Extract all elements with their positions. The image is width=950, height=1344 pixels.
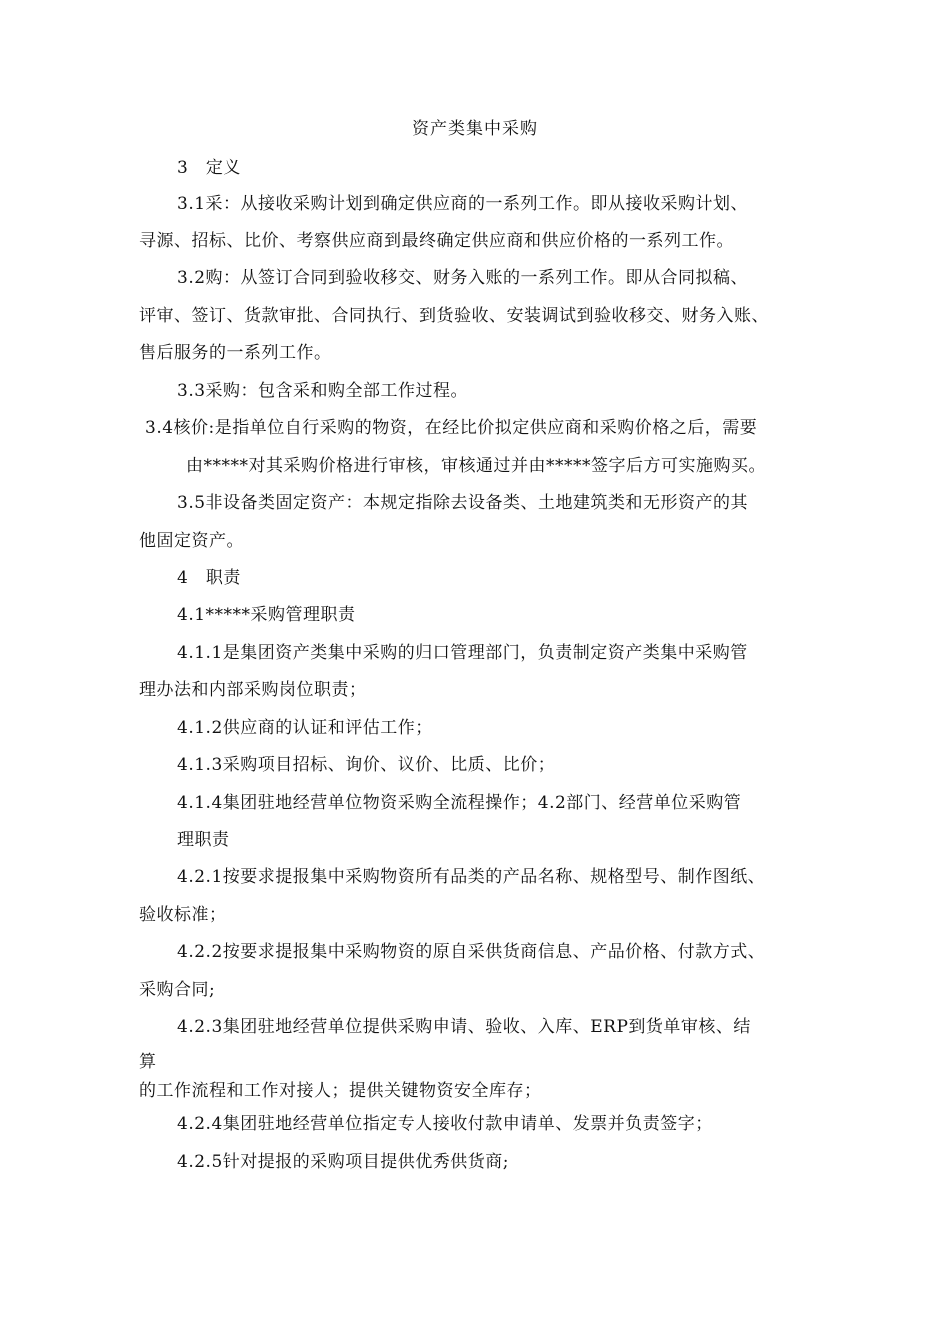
paragraph-line: 理职责 xyxy=(177,830,230,850)
paragraph-line: 4.2.4集团驻地经营单位指定专人接收付款申请单、发票并负责签字； xyxy=(177,1114,713,1134)
paragraph-line: 3.5非设备类固定资产：本规定指除去设备类、土地建筑类和无形资产的其 xyxy=(177,493,749,513)
paragraph-line: 4.2.2按要求提报集中采购物资的原自采供货商信息、产品价格、付款方式、 xyxy=(177,942,766,962)
paragraph-line: 4.1.1是集团资产类集中采购的归口管理部门，负责制定资产类集中采购管 xyxy=(177,643,748,663)
paragraph-line: 3.2购：从签订合同到验收移交、财务入账的一系列工作。即从合同拟稿、 xyxy=(177,268,749,288)
paragraph-line: 他固定资产。 xyxy=(139,531,244,551)
paragraph-line: 由*****对其采购价格进行审核，审核通过并由*****签字后方可实施购买。 xyxy=(186,456,766,476)
paragraph-line: 4.1.4集团驻地经营单位物资采购全流程操作；4.2部门、经营单位采购管 xyxy=(177,793,742,813)
paragraph-line: 3.4核价:是指单位自行采购的物资，在经比价拟定供应商和采购价格之后，需要 xyxy=(145,418,758,438)
paragraph-line: 采购合同; xyxy=(139,980,216,1000)
paragraph-line: 寻源、招标、比价、考察供应商到最终确定供应商和供应价格的一系列工作。 xyxy=(139,231,734,251)
paragraph-line: 的工作流程和工作对接人；提供关键物资安全库存； xyxy=(139,1081,542,1101)
paragraph-line: 验收标准； xyxy=(139,905,227,925)
paragraph-line: 理办法和内部采购岗位职责； xyxy=(139,680,367,700)
paragraph-line: 3.3采购：包含采和购全部工作过程。 xyxy=(177,381,469,401)
paragraph-line: 评审、签订、货款审批、合同执行、到货验收、安装调试到验收移交、财务入账、 xyxy=(139,306,769,326)
document-title: 资产类集中采购 xyxy=(412,119,538,139)
paragraph-line: 售后服务的一系列工作。 xyxy=(139,343,332,363)
section-heading-definitions: 3 定义 xyxy=(177,158,241,178)
paragraph-line: 4.1*****采购管理职责 xyxy=(177,605,356,625)
paragraph-line: 4.1.3采购项目招标、询价、议价、比质、比价； xyxy=(177,755,556,775)
section-heading-responsibilities: 4 职责 xyxy=(177,568,241,588)
paragraph-line: 算 xyxy=(139,1052,157,1072)
paragraph-line: 4.2.5针对提报的采购项目提供优秀供货商; xyxy=(177,1152,509,1172)
paragraph-line: 4.2.3集团驻地经营单位提供采购申请、验收、入库、ERP到货单审核、结 xyxy=(177,1017,751,1037)
paragraph-line: 4.1.2供应商的认证和评估工作； xyxy=(177,718,433,738)
paragraph-line: 4.2.1按要求提报集中采购物资所有品类的产品名称、规格型号、制作图纸、 xyxy=(177,867,766,887)
paragraph-line: 3.1采：从接收采购计划到确定供应商的一系列工作。即从接收采购计划、 xyxy=(177,194,749,214)
